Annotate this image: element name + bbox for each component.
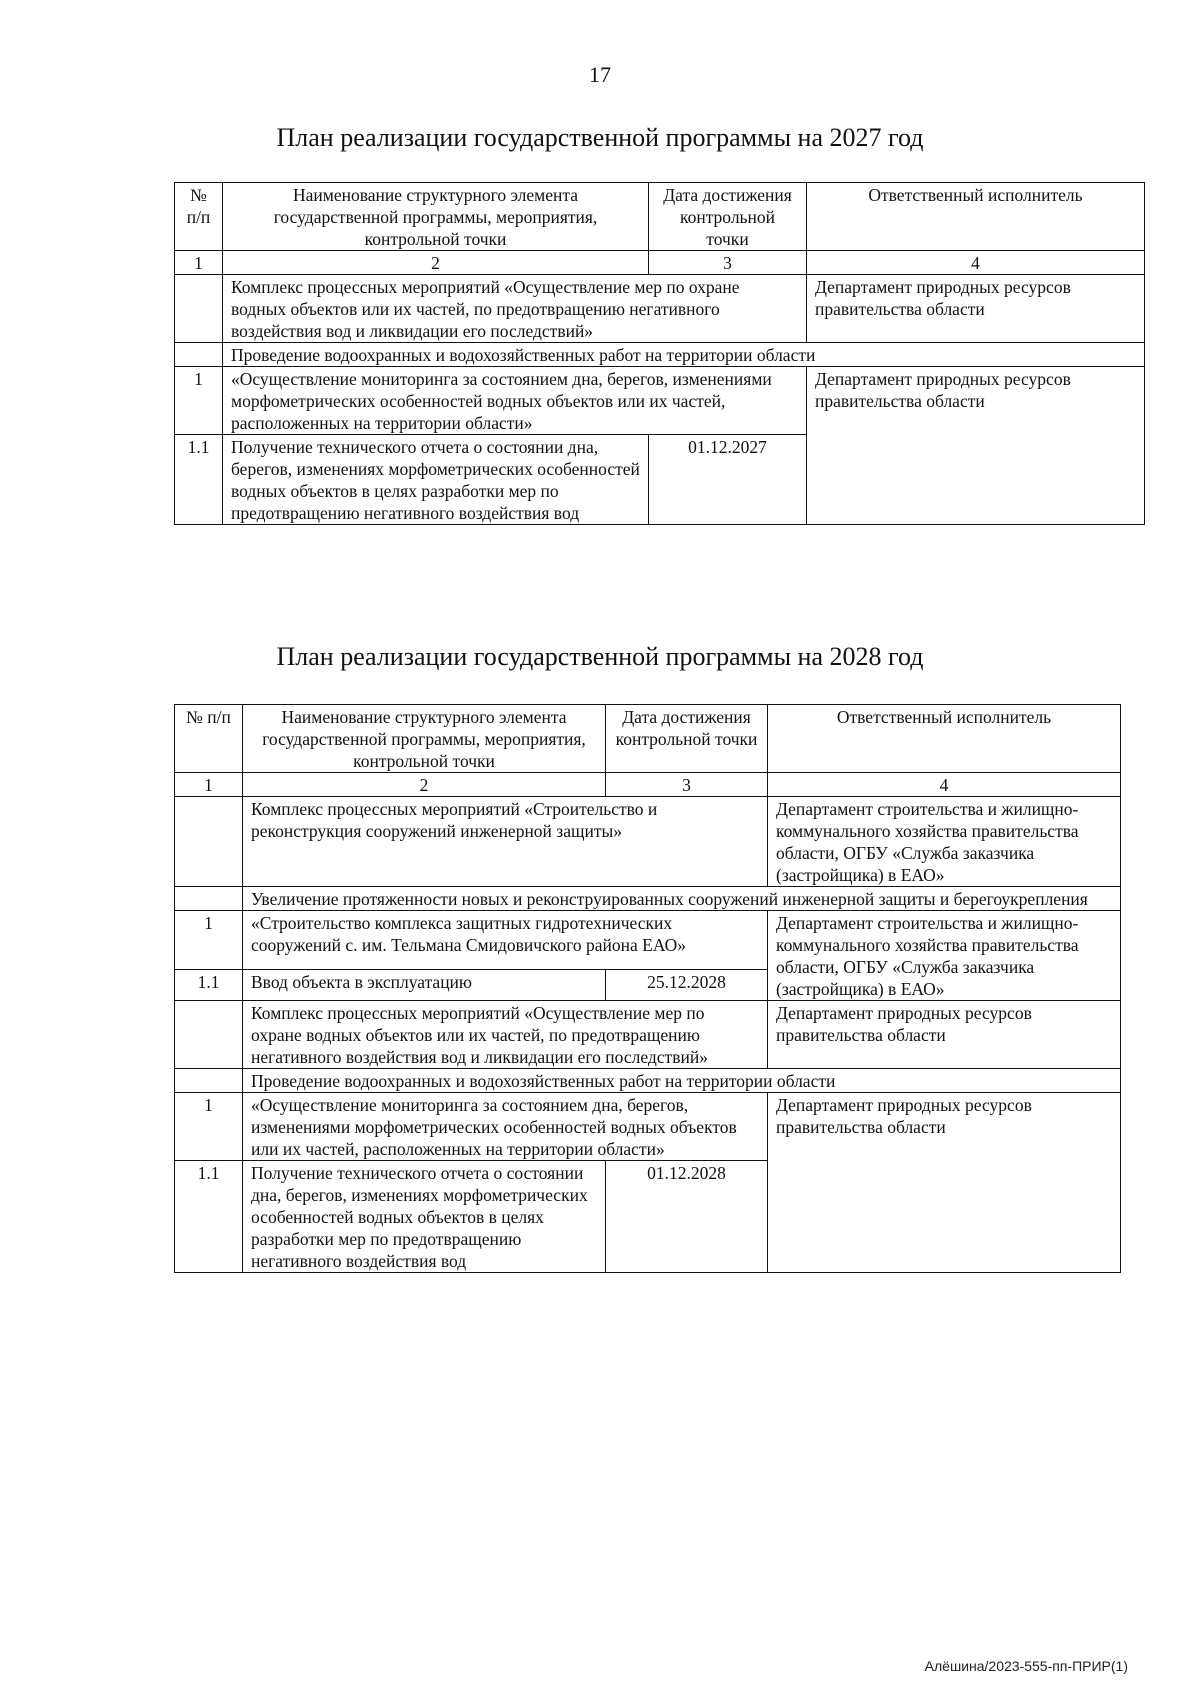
- checkpoint-date: 01.12.2028: [606, 1161, 768, 1273]
- col-number-2: 2: [243, 773, 606, 797]
- section-title: Увеличение протяженности новых и реконструированных сооружений инженерной защиты и берегоукрепления: [243, 887, 1121, 911]
- column-number-row: [175, 251, 1145, 275]
- plan-2028-table: [174, 704, 1121, 1273]
- section-row: [175, 343, 1145, 367]
- col-number-1: 1: [175, 251, 223, 275]
- measure-number: 1: [175, 911, 243, 970]
- col-number-2: 2: [223, 251, 649, 275]
- measure-row: [175, 367, 1145, 435]
- complex-name: Комплекс процессных мероприятий «Осуществление мер по охране водных объектов или их частей, по предотвращению негативного воздействия вод и ликвидации его последствий»: [223, 275, 807, 343]
- header-date: Дата достижения контрольной точки: [606, 705, 768, 773]
- empty-cell: [175, 1069, 243, 1093]
- checkpoint-number: 1.1: [175, 435, 223, 525]
- section-title: Проведение водоохранных и водохозяйственных работ на территории области: [223, 343, 1145, 367]
- header-number: № п/п: [175, 705, 243, 773]
- empty-cell: [175, 797, 243, 887]
- checkpoint-name: Получение технического отчета о состоянии дна, берегов, изменениях морфометрических особенностей водных объектов в целях разработки мер по предотвращению негативного воздействия вод: [243, 1161, 606, 1273]
- document-footer-id: Алёшина/2023-555-пп-ПРИР(1): [924, 1658, 1128, 1674]
- complex-name: Комплекс процессных мероприятий «Осуществление мер по охране водных объектов или их частей, по предотвращению негативного воздействия вод и ликвидации его последствий»: [243, 1001, 768, 1069]
- column-number-row: [175, 773, 1121, 797]
- empty-cell: [175, 275, 223, 343]
- page-number: 17: [589, 62, 611, 87]
- complex-row: [175, 275, 1145, 343]
- checkpoint-name: Получение технического отчета о состоянии дна, берегов, изменениях морфометрических особенностей водных объектов в целях разработки мер по предотвращению негативного воздействия вод: [223, 435, 649, 525]
- checkpoint-name: Ввод объекта в эксплуатацию: [243, 970, 606, 1001]
- table-header-row: [175, 183, 1145, 251]
- complex-name: Комплекс процессных мероприятий «Строительство и реконструкция сооружений инженерной защиты»: [243, 797, 768, 887]
- plan-2027-title: План реализации государственной программы на 2027 год: [276, 123, 924, 152]
- header-date: Дата достижения контрольной точки: [649, 183, 807, 251]
- header-name: Наименование структурного элемента государственной программы, мероприятия, контрольной точки: [243, 705, 606, 773]
- section-title: Проведение водоохранных и водохозяйственных работ на территории области: [243, 1069, 1121, 1093]
- complex-executor: Департамент природных ресурсов правительства области: [807, 275, 1145, 343]
- plan-2027-table: [174, 182, 1145, 525]
- header-name: Наименование структурного элемента государственной программы, мероприятия, контрольной точки: [223, 183, 649, 251]
- measure-name: «Осуществление мониторинга за состоянием дна, берегов, изменениями морфометрических особенностей водных объектов или их частей, расположенных на территории области»: [223, 367, 807, 435]
- table-header-row: [175, 705, 1121, 773]
- empty-cell: [175, 887, 243, 911]
- empty-cell: [175, 343, 223, 367]
- col-number-1: 1: [175, 773, 243, 797]
- header-executor: Ответственный исполнитель: [768, 705, 1121, 773]
- header-executor: Ответственный исполнитель: [807, 183, 1145, 251]
- measure-executor: Департамент природных ресурсов правительства области: [768, 1093, 1121, 1273]
- measure-row: [175, 911, 1121, 970]
- measure-name: «Осуществление мониторинга за состоянием дна, берегов, изменениями морфометрических особенностей водных объектов или их частей, расположенных на территории области»: [243, 1093, 768, 1161]
- checkpoint-date: 25.12.2028: [606, 970, 768, 1001]
- header-number: № п/п: [175, 183, 223, 251]
- checkpoint-number: 1.1: [175, 1161, 243, 1273]
- complex-row: [175, 797, 1121, 887]
- checkpoint-date: 01.12.2027: [649, 435, 807, 525]
- section-row: [175, 1069, 1121, 1093]
- complex-executor: Департамент строительства и жилищно-коммунального хозяйства правительства области, ОГБУ «Служба заказчика (застройщика) в ЕАО»: [768, 797, 1121, 887]
- measure-number: 1: [175, 1093, 243, 1161]
- col-number-4: 4: [768, 773, 1121, 797]
- plan-2028-title: План реализации государственной программы на 2028 год: [276, 642, 924, 671]
- col-number-4: 4: [807, 251, 1145, 275]
- measure-name: «Строительство комплекса защитных гидротехнических сооружений с. им. Тельмана Смидовичского района ЕАО»: [243, 911, 768, 970]
- measure-number: 1: [175, 367, 223, 435]
- empty-cell: [175, 1001, 243, 1069]
- measure-row: [175, 1093, 1121, 1161]
- measure-executor: Департамент строительства и жилищно-коммунального хозяйства правительства области, ОГБУ «Служба заказчика (застройщика) в ЕАО»: [768, 911, 1121, 1001]
- checkpoint-number: 1.1: [175, 970, 243, 1001]
- section-row: [175, 887, 1121, 911]
- complex-row: [175, 1001, 1121, 1069]
- col-number-3: 3: [649, 251, 807, 275]
- measure-executor: Департамент природных ресурсов правительства области: [807, 367, 1145, 525]
- col-number-3: 3: [606, 773, 768, 797]
- complex-executor: Департамент природных ресурсов правительства области: [768, 1001, 1121, 1069]
